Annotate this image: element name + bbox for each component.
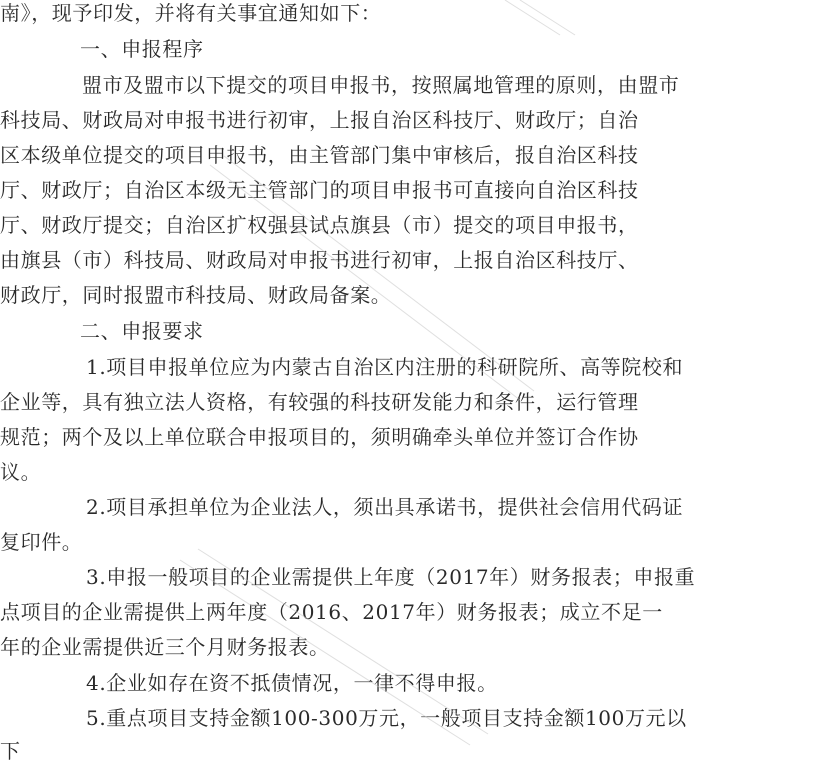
paragraph-line: 财政厅，同时报盟市科技局、财政局备案。 — [0, 283, 392, 307]
paragraph-line: 1.项目申报单位应为内蒙古自治区内注册的科研院所、高等院校和 — [86, 355, 684, 379]
paragraph-line: 年的企业需提供近三个月财务报表。 — [0, 635, 330, 659]
section-heading-requirements: 二、申报要求 — [80, 319, 204, 343]
intro-line: 南》，现予印发，并将有关事宜通知如下： — [0, 1, 382, 25]
paragraph-line: 2.项目承担单位为企业法人，须出具承诺书，提供社会信用代码证 — [86, 495, 684, 519]
paragraph-line: 3.申报一般项目的企业需提供上年度（2017年）财务报表；申报重 — [86, 565, 696, 589]
paragraph-line: 规范；两个及以上单位联合申报项目的，须明确牵头单位并签订合作协 — [0, 425, 639, 449]
paragraph-line: 企业等，具有独立法人资格，有较强的科技研发能力和条件，运行管理 — [0, 390, 639, 414]
paragraph-line: 区本级单位提交的项目申报书，由主管部门集中审核后，报自治区科技 — [0, 143, 639, 167]
paragraph-line: 5.重点项目支持金额100-300万元，一般项目支持金额100万元以 — [86, 706, 687, 730]
paragraph-line: 盟市及盟市以下提交的项目申报书，按照属地管理的原则，由盟市 — [82, 73, 680, 97]
paragraph-line: 厅、财政厅提交；自治区扩权强县试点旗县（市）提交的项目申报书， — [0, 213, 639, 237]
paragraph-line: 点项目的企业需提供上两年度（2016、2017年）财务报表；成立不足一 — [0, 600, 663, 624]
paragraph-line: 下 — [0, 739, 21, 763]
paragraph-line: 厅、财政厅；自治区本级无主管部门的项目申报书可直接向自治区科技 — [0, 178, 639, 202]
paragraph-line: 议。 — [0, 460, 42, 484]
paragraph-line: 复印件。 — [0, 530, 83, 554]
paragraph-line: 由旗县（市）科技局、财政局对申报书进行初审，上报自治区科技厅、 — [0, 248, 639, 272]
paragraph-line: 科技局、财政局对申报书进行初审，上报自治区科技厅、财政厅；自治 — [0, 108, 639, 132]
section-heading-procedure: 一、申报程序 — [80, 37, 204, 61]
paragraph-line: 4.企业如存在资不抵债情况，一律不得申报。 — [86, 671, 498, 695]
